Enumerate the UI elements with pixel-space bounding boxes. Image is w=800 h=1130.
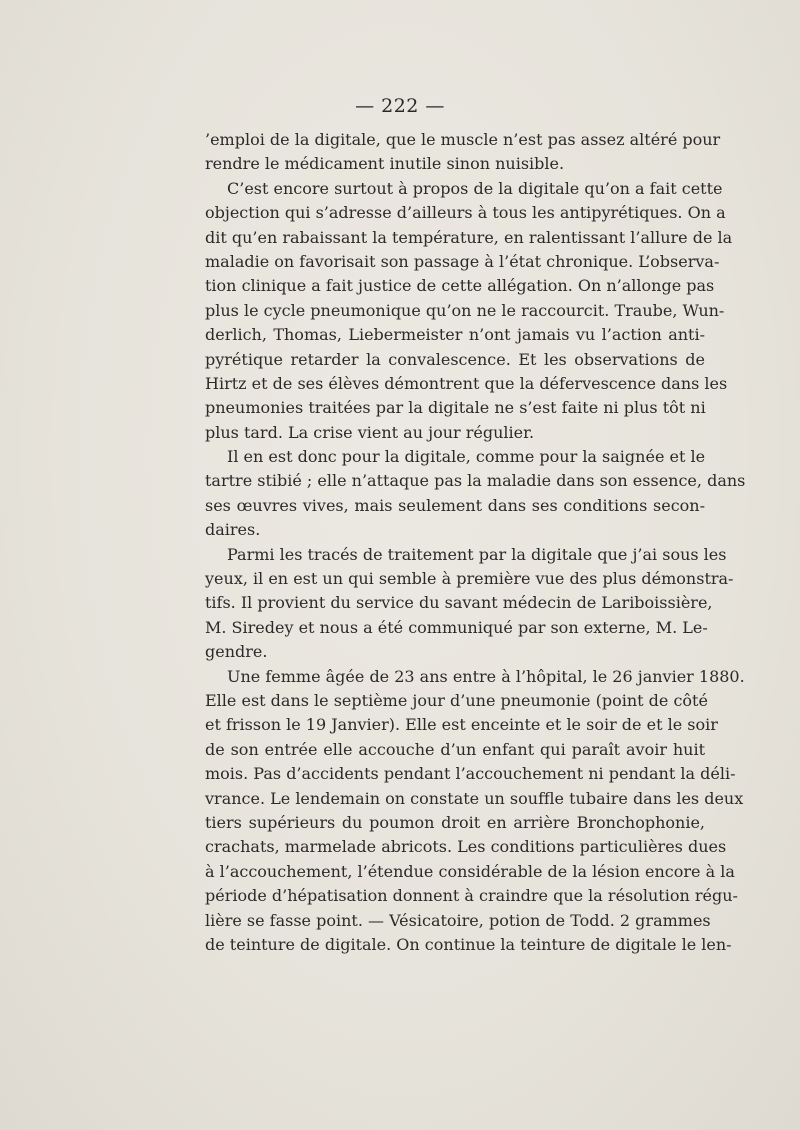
text-line: objection qui s’adresse d’ailleurs à tous les antipyrétiques. On a [205, 203, 726, 223]
text-line: et frisson le 19 Janvier). Elle est enceinte et le soir de et le soir [205, 715, 718, 735]
text-line: lière se fasse point. — Vésicatoire, potion de Todd. 2 grammes [205, 910, 711, 930]
text-line: gendre. [205, 642, 268, 662]
text-line: C’est encore surtout à propos de la digitale qu’on a fait cette [227, 178, 723, 198]
text-line: mois. Pas d’accidents pendant l’accouchement ni pendant la déli- [205, 764, 736, 784]
text-line: ’emploi de la digitale, que le muscle n’est pas assez altéré pour [205, 130, 721, 149]
text-line: de teinture de digitale. On continue la teinture de digitale le len- [205, 934, 732, 954]
text-line: Une femme âgée de 23 ans entre à l’hôpital, le 26 janvier 1880. [227, 666, 745, 686]
text-line: tiers supérieurs du poumon droit en arrière Bronchophonie, [205, 812, 705, 832]
text-line: Hirtz et de ses élèves démontrent que la défervescence dans les [205, 373, 728, 393]
text-line: yeux, il en est un qui semble à première vue des plus démonstra- [205, 569, 734, 589]
text-line: tion clinique a fait justice de cette allégation. On n’allonge pas [205, 276, 715, 296]
text-line: daires. [205, 520, 261, 540]
text-line: M. Siredey et nous a été communiqué par son externe, M. Le- [205, 617, 708, 637]
text-line: rendre le médicament inutile sinon nuisible. [205, 154, 565, 174]
text-line: Elle est dans le septième jour d’une pneumonie (point de côté [205, 690, 708, 710]
text-line: crachats, marmelade abricots. Les conditions particulières dues [205, 837, 727, 857]
text-line: maladie on favorisait son passage à l’état chronique. L’observa- [205, 251, 720, 271]
text-line: derlich, Thomas, Liebermeister n’ont jamais vu l’action anti- [205, 325, 705, 345]
text-line: dit qu’en rabaissant la température, en ralentissant l’allure de la [205, 227, 733, 247]
page-number: — 222 — [355, 95, 445, 117]
text-line: Il en est donc pour la digitale, comme pour la saignée et le [227, 447, 706, 467]
text-line: plus tard. La crise vient au jour régulier. [205, 422, 535, 442]
text-line: plus le cycle pneumonique qu’on ne le raccourcit. Traube, Wun- [205, 300, 725, 320]
text-line: tifs. Il provient du service du savant médecin de Lariboissière, [205, 593, 713, 613]
text-line: Parmi les tracés de traitement par la digitale que j’ai sous les [227, 544, 727, 564]
text-line: à l’accouchement, l’étendue considérable de la lésion encore à la [205, 861, 735, 881]
text-line: pneumonies traitées par la digitale ne s’est faite ni plus tôt ni [205, 398, 706, 418]
text-line: tartre stibié ; elle n’attaque pas la maladie dans son essence, dans [205, 471, 746, 491]
text-line: ses œuvres vives, mais seulement dans ses conditions secon- [205, 495, 705, 515]
body-text [205, 128, 746, 957]
text-line: vrance. Le lendemain on constate un souffle tubaire dans les deux [205, 788, 744, 808]
text-line: période d’hépatisation donnent à craindre que la résolution régu- [205, 886, 738, 906]
text-line: de son entrée elle accouche d’un enfant qui paraît avoir huit [205, 739, 705, 759]
text-line: pyrétique retarder la convalescence. Et les observations de [205, 349, 705, 369]
